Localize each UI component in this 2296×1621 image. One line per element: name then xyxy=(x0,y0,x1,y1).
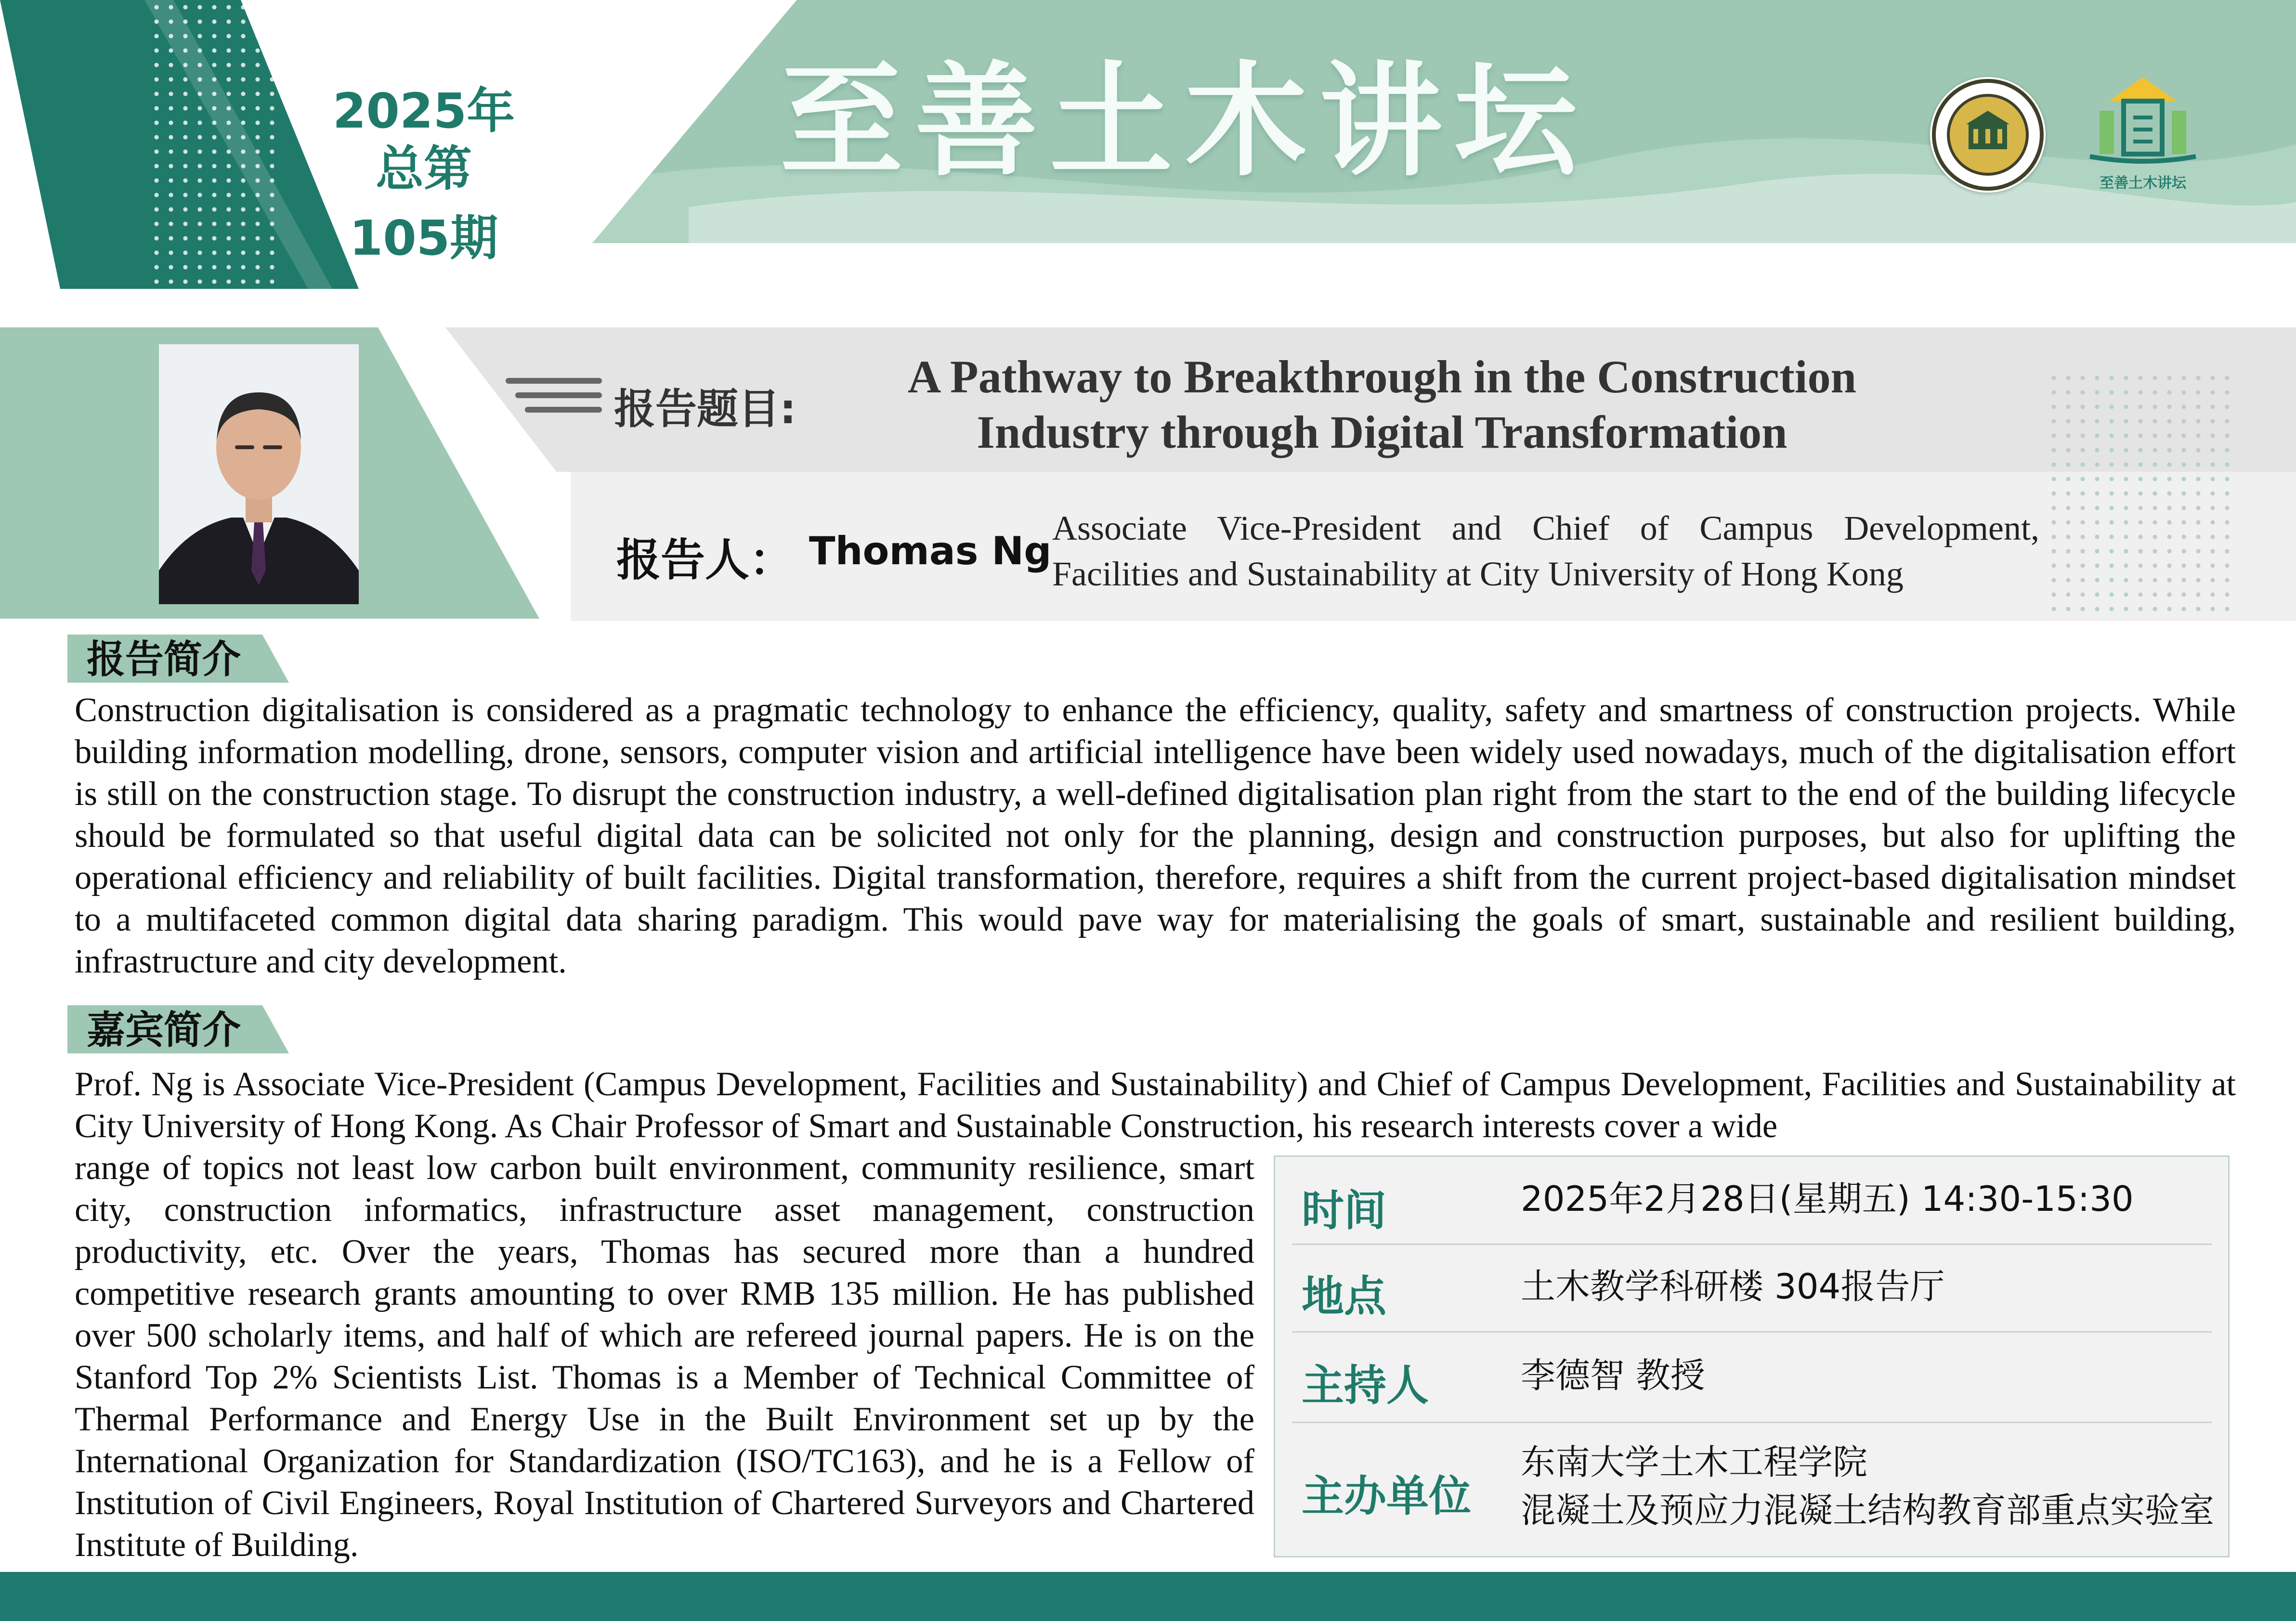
place-label: 地点 xyxy=(1302,1271,1387,1321)
seu-logo-icon xyxy=(1930,77,2046,193)
host-value: 李德智 教授 xyxy=(1521,1355,1705,1396)
bio-text-column: range of topics not least low carbon built environment, community resilience, smart city, construction informatics, infrastructure asset management, construction productivity, etc. Over the years, Thomas has secured more than a hundred competitive research grants amounting to over RMB 135 million. He has published over 500 scholarly items, and half of which are refereed journal papers. He is on the Stanford Top 2% Scientists List. Thomas is a Member of Technical Committee of Thermal Performance and Energy Use in the Built Environment set up by the International Organization for Standardization (ISO/TC163), and he is a Fellow of Institution of Civil Engineers, Royal Institution of Chartered Surveyors and Chartered Institute of Building. xyxy=(75,1149,1254,1564)
talk-title-line-2: Industry through Digital Transformation xyxy=(977,406,1787,458)
info-divider xyxy=(1292,1244,2212,1245)
issue-number: 总第105期 xyxy=(349,141,498,266)
info-divider xyxy=(1292,1331,2212,1333)
title-label: 报告题目: xyxy=(614,385,796,433)
organizer-line-1: 东南大学土木工程学院 xyxy=(1521,1442,1868,1482)
time-value: 2025年2月28日(星期五) 14:30-15:30 xyxy=(1521,1179,2134,1219)
place-value: 土木教学科研楼 304报告厅 xyxy=(1521,1266,1945,1307)
bio-text-intro: Prof. Ng is Associate Vice-President (Campus Development, Facilities and Sustainability) and Chief of Campus Development, Facilities and Sustainability at City University of Hong Kong. As Chair Professor of Smart and Sustainable Construction, his research interests cover a wide xyxy=(75,1065,2236,1145)
time-label: 时间 xyxy=(1302,1186,1387,1235)
speaker-affiliation-line-2: Facilities and Sustainability at City University of Hong Kong xyxy=(1052,555,1904,593)
organizer-line-2: 混凝土及预应力混凝土结构教育部重点实验室 xyxy=(1521,1490,2215,1530)
speaker-photo xyxy=(159,344,359,604)
speaker-label: 报告人： xyxy=(616,534,794,586)
issue-year: 2025年 xyxy=(332,83,515,139)
talk-title-line-1: A Pathway to Breakthrough in the Construction xyxy=(908,351,1856,402)
bio-heading: 嘉宾简介 xyxy=(87,1008,241,1052)
abstract-text: Construction digitalisation is considered as a pragmatic technology to enhance the efficiency, quality, safety and smartness of construction projects. While building information modelling, drone, sensors, computer vision and artificial intelligence have been widely used nowadays, much of the digitalisation effort is still on the construction stage. To disrupt the construction industry, a well-defined digitalisation plan right from the start to the end of the building lifecycle should be formulated so that useful digital data can be solicited not only for the planning, design and construction purposes, but also for uplifting the operational efficiency and reliability of built facilities. Digital transformation, therefore, requires a shift from the current project-based digitalisation mindset to a multifaceted common digital data sharing paradigm. This would pave way for materialising the goals of smart, sustainable and resilient building, infrastructure and city development. xyxy=(75,691,2236,980)
abstract-heading: 报告简介 xyxy=(87,637,241,682)
speaker-name: Thomas Ng xyxy=(809,529,1052,573)
forum-logo-caption: 至善土木讲坛 xyxy=(2100,175,2186,192)
header-dots xyxy=(149,0,274,289)
title-lines-icon xyxy=(506,378,602,421)
speaker-affiliation-line-1: Associate Vice-President and Chief of Campus Development, xyxy=(1052,509,2039,547)
event-info-box xyxy=(1274,1155,2230,1557)
host-label: 主持人 xyxy=(1302,1361,1429,1410)
organizer-label: 主办单位 xyxy=(1302,1471,1472,1521)
decorative-dots xyxy=(2047,371,2234,611)
footer-bar xyxy=(0,1572,2296,1621)
forum-title: 至善土木讲坛 xyxy=(780,50,1590,193)
header-left-shapes xyxy=(0,0,626,298)
info-divider xyxy=(1292,1422,2212,1423)
